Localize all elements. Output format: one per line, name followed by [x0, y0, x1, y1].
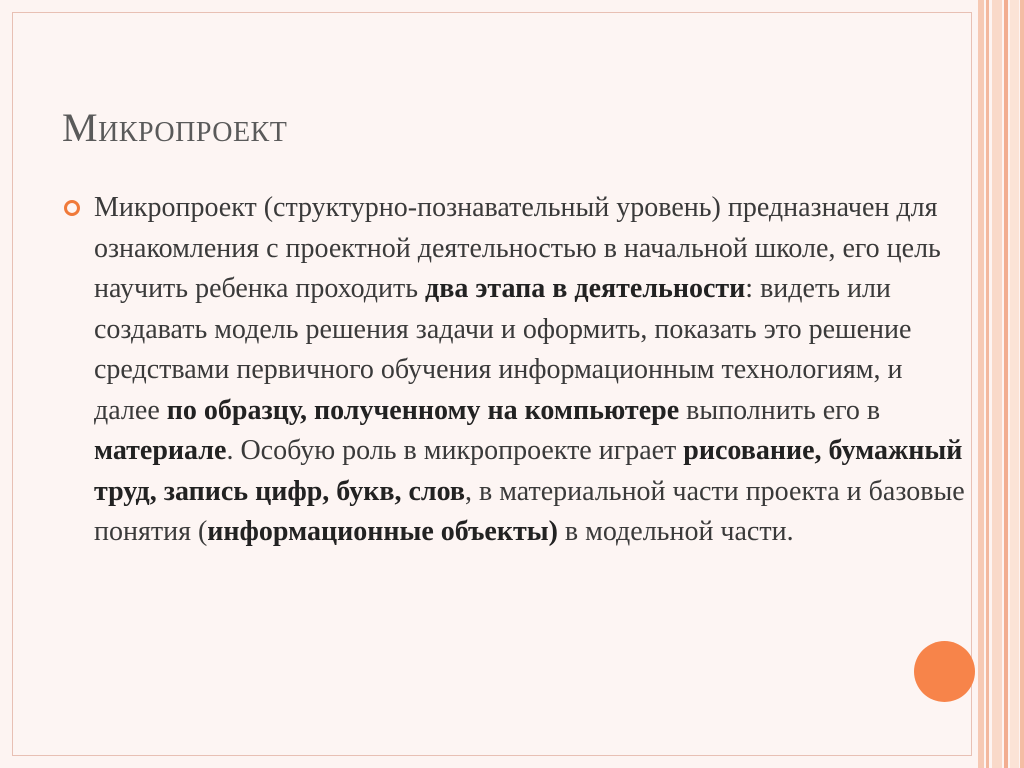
bullet-text [94, 188, 974, 553]
text-segment: . Особую роль в микропроекте играет [226, 435, 684, 466]
bullet-circle-icon [64, 200, 80, 216]
text-segment-bold: два этапа в деятельности [425, 273, 746, 304]
text-segment: выполнить его в [679, 394, 881, 426]
text-segment-bold: информационные объекты) [207, 516, 558, 547]
decorative-circle [914, 641, 975, 702]
text-segment: Микропроект (структурно-познавательный уровень) предназначен для ознакомления с проектной деятельностью в начальной школе, его цель научить ребенка проходить [94, 192, 941, 304]
text-segment-bold: по образцу, полученному на компьютере [166, 394, 680, 426]
text-segment: в модельной части. [557, 516, 794, 547]
text-segment-bold: материале [94, 435, 227, 466]
text-segment: : видеть или создавать модель решения задачи и оформить, показать это решение средствами первичного обучения информационным технологиям, и далее [94, 273, 912, 426]
text-segment: , в материальной части проекта и базовые понятия ( [94, 475, 965, 547]
text-segment-bold: рисование, бумажный труд, запись цифр, букв, слов [94, 435, 963, 507]
slide-title: Микропроект [62, 105, 288, 150]
